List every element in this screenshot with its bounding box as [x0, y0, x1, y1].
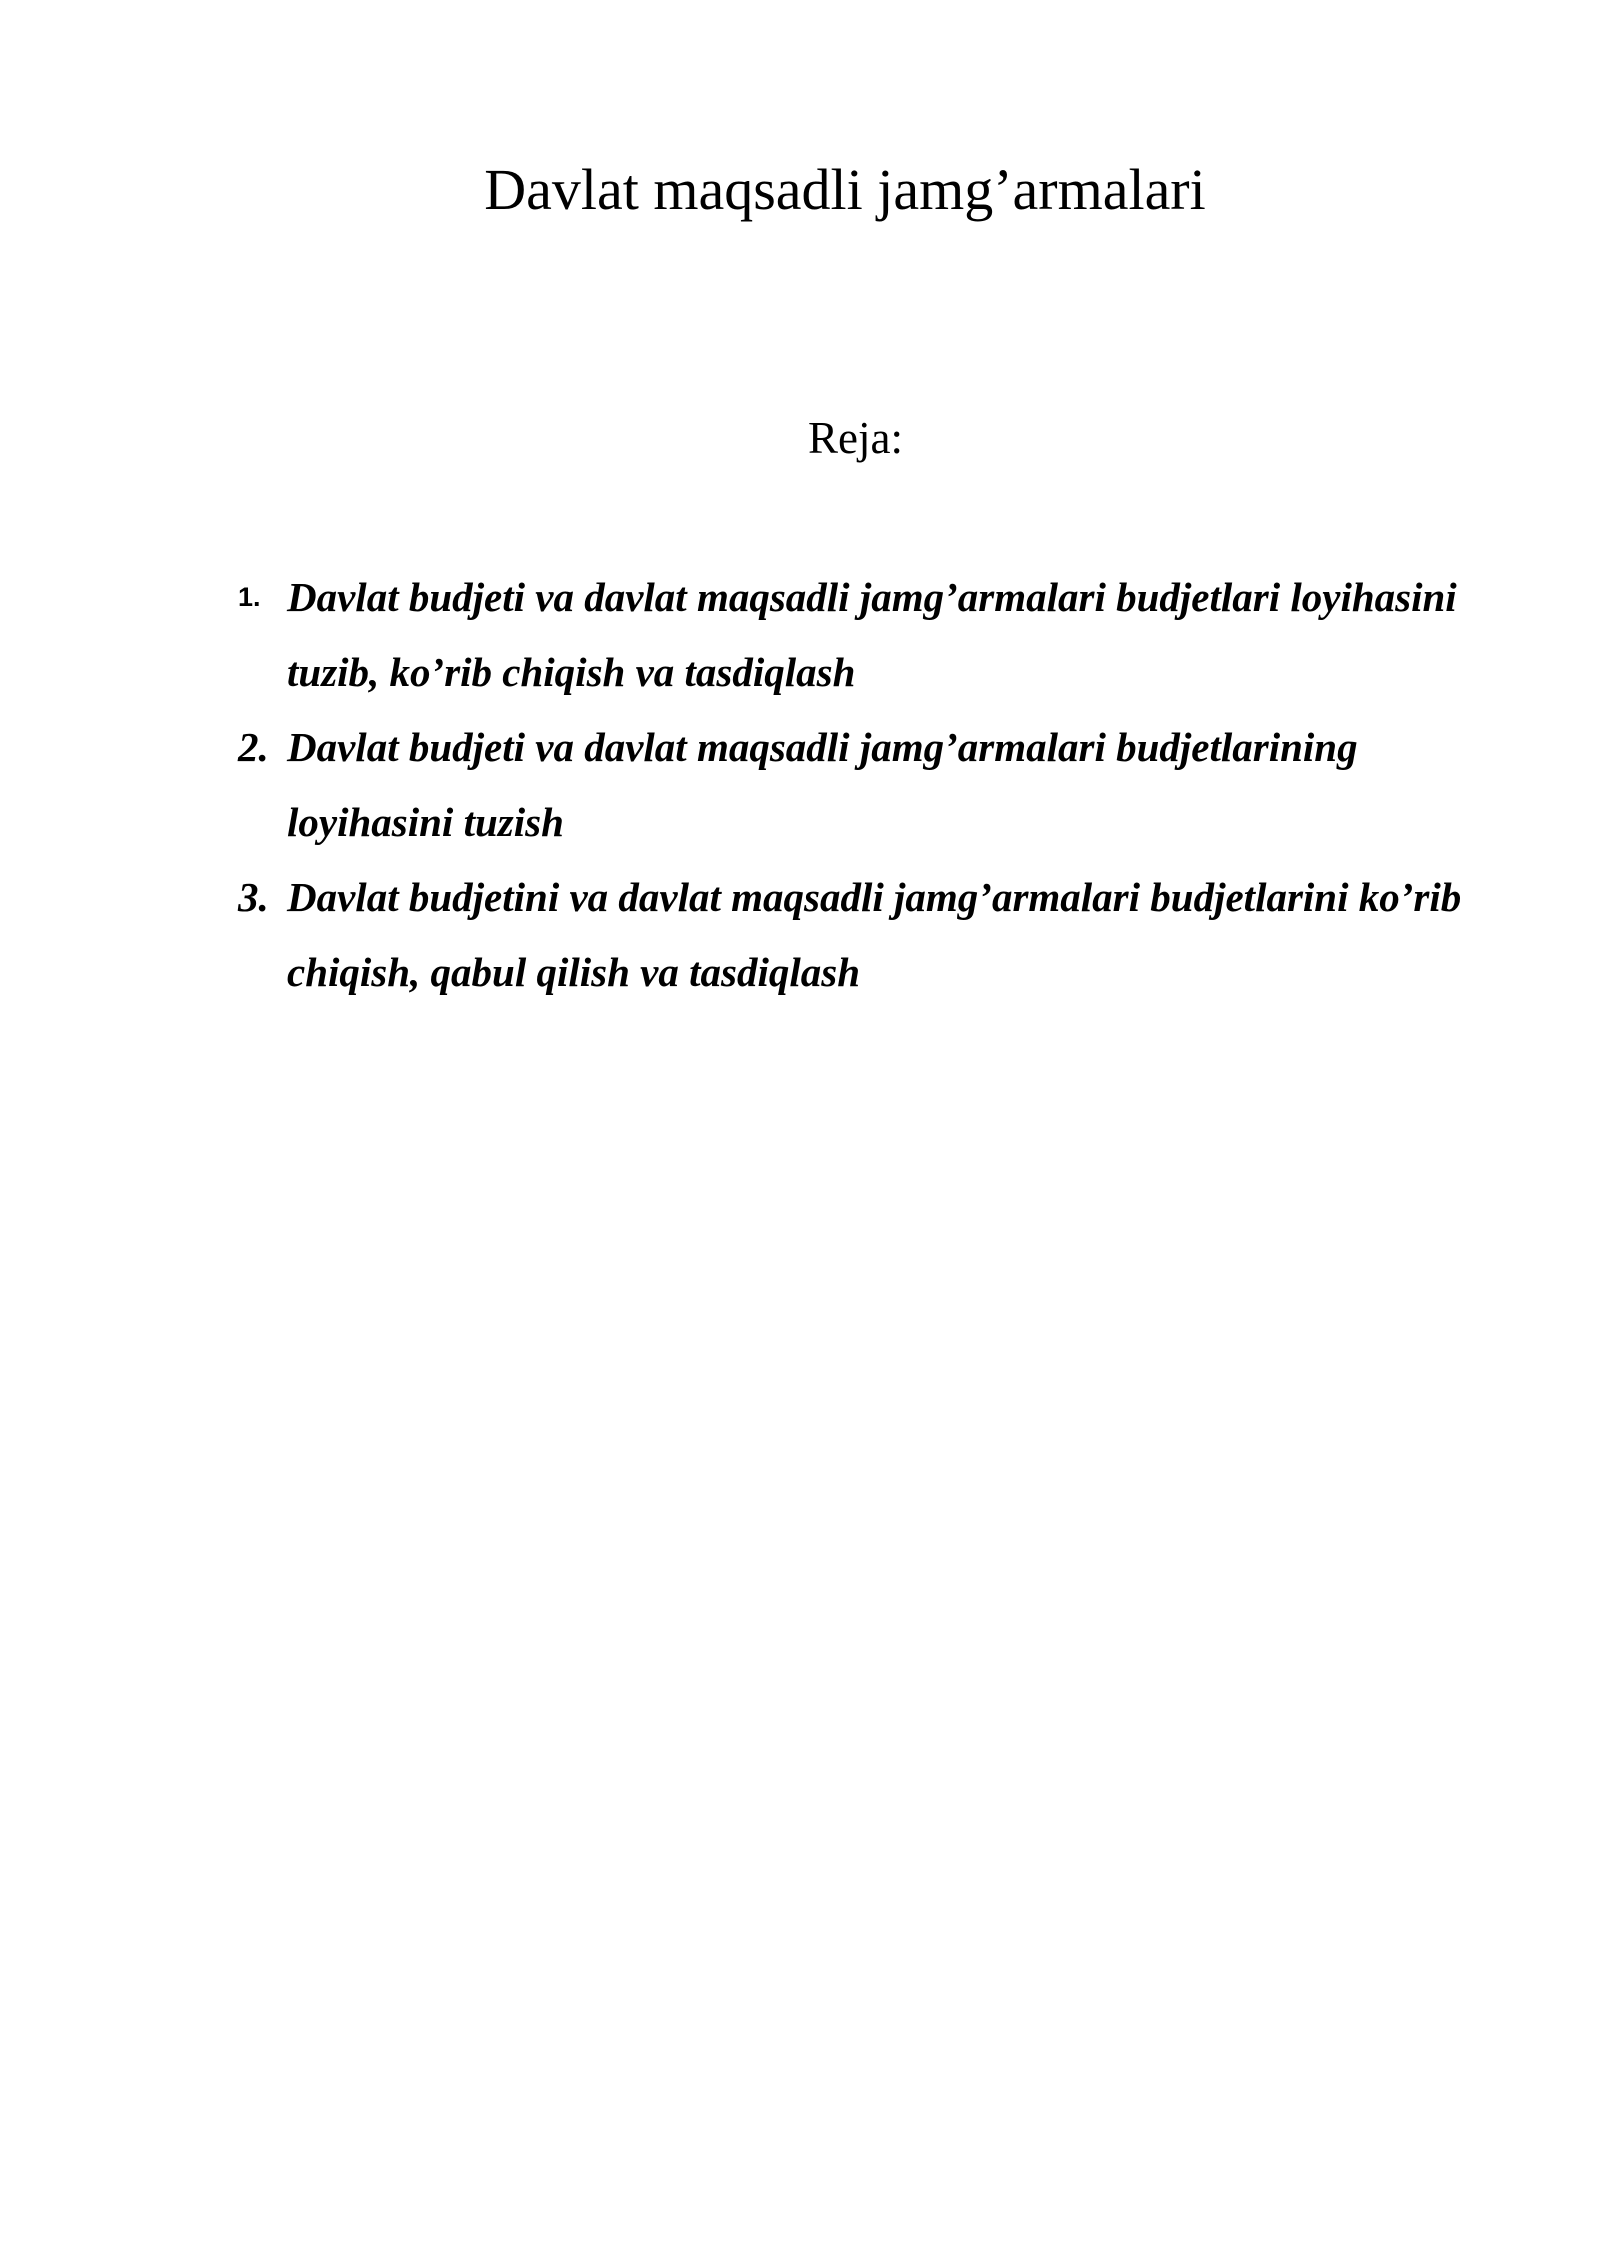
document-title: Davlat maqsadli jamg’armalari — [484, 157, 1206, 222]
plan-list — [232, 560, 1462, 1010]
plan-item-text: Davlat budjetini va davlat maqsadli jamg’armalari budjetlarini ko’rib chiqish, qabul qilish va tasdiqlash — [287, 874, 1462, 995]
plan-item-text: Davlat budjeti va davlat maqsadli jamg’armalari budjetlarining loyihasini tuzish — [287, 724, 1358, 845]
plan-item — [232, 710, 1462, 860]
plan-item-number: 1. — [238, 582, 261, 612]
plan-item — [232, 560, 1462, 710]
plan-item-number: 2. — [238, 724, 269, 770]
plan-item — [232, 860, 1462, 1010]
plan-item-text: Davlat budjeti va davlat maqsadli jamg’armalari budjetlari loyihasini tuzib, ko’rib chiqish va tasdiqlash — [287, 574, 1457, 695]
plan-heading: Reja: — [808, 413, 903, 463]
plan-item-number: 3. — [238, 874, 269, 920]
